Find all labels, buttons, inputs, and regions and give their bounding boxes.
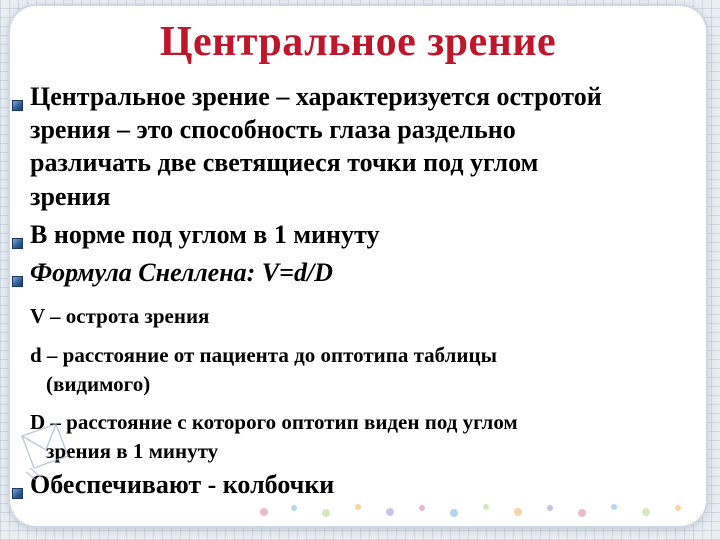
bullet-2-line-1: В норме под углом в 1 минуту [30, 220, 380, 249]
decorative-dots [250, 498, 706, 522]
square-bullet-icon [12, 100, 23, 111]
bullet-3-line-1: Формула Снеллена: V=d/D [30, 258, 333, 287]
slide-title: Центральное зрение [159, 19, 557, 65]
square-bullet-icon [12, 488, 23, 499]
bullet-1-line-2: зрения – это способность глаза раздельно [30, 115, 516, 144]
bullet-1-line-3: различать две светящиеся точки под углом [30, 148, 539, 177]
bullet-4-line-1: Обеспечивают - колбочки [30, 470, 335, 499]
definition-bigd-line-2: зрения в 1 минуту [46, 439, 219, 463]
slide [10, 6, 706, 526]
square-bullet-icon [12, 238, 23, 249]
definition-d-line-2: (видимого) [46, 372, 151, 396]
definition-bigd-line-1: D – расстояние с которого оптотип виден под углом [30, 410, 518, 434]
definition-v: V – острота зрения [30, 304, 210, 328]
definition-d-line-1: d – расстояние от пациента до оптотипа таблицы [30, 343, 498, 367]
envelope-decor-icon [16, 416, 76, 486]
bullet-1-line-4: зрения [30, 182, 111, 211]
bullet-1-line-1: Центральное зрение – характеризуется остротой [30, 82, 602, 111]
square-bullet-icon [12, 276, 23, 287]
